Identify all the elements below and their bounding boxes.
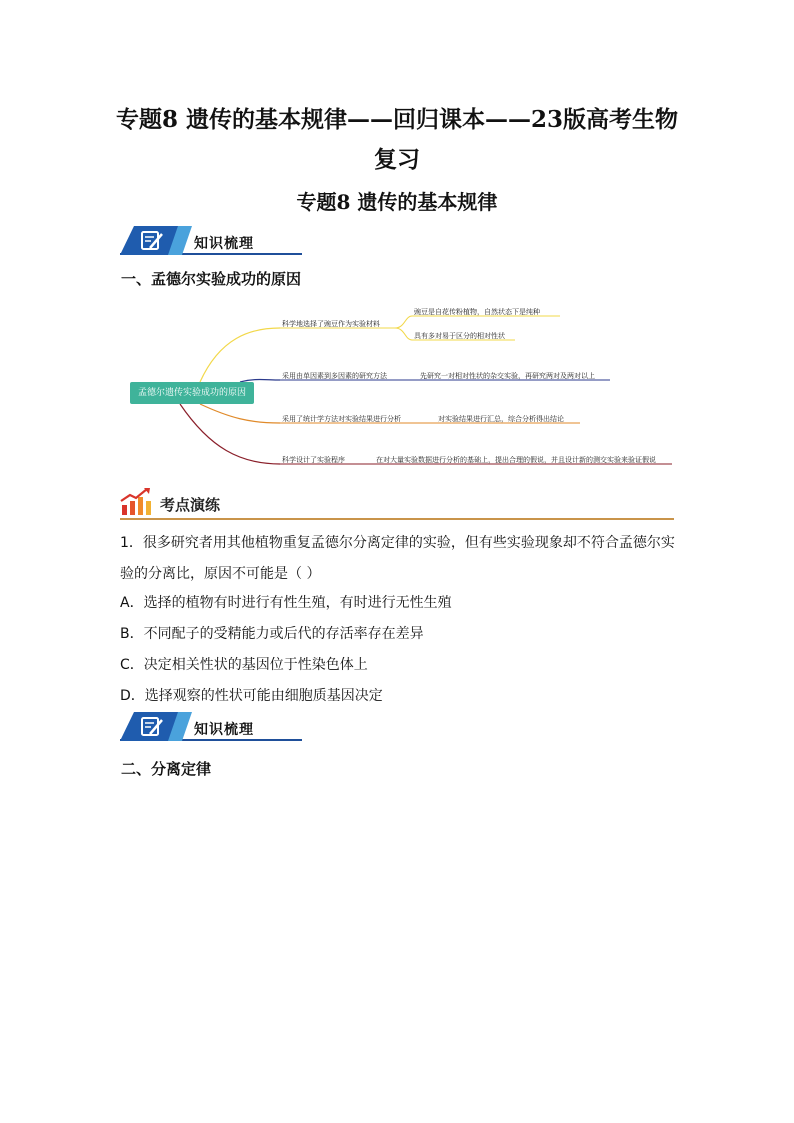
answer-option-a: A．选择的植物有时进行有性生殖，有时进行无性生殖 [120, 595, 452, 611]
mindmap-branch-label: 科学地选择了豌豆作为实验材料 [282, 320, 380, 328]
bar-chart-trend-icon [120, 487, 154, 517]
answer-option-b: B．不同配子的受精能力或后代的存活率存在差异 [120, 626, 424, 642]
answer-option-d: D．选择观察的性状可能由细胞质基因决定 [120, 688, 383, 704]
knowledge-banner-label: 知识梳理 [194, 722, 254, 738]
section-heading: 一、孟德尔实验成功的原因 [121, 270, 302, 288]
divider [120, 518, 674, 520]
mindmap-leaf: 具有多对易于区分的相对性状 [414, 332, 505, 340]
mindmap-leaf: 对实验结果进行汇总，综合分析得出结论 [438, 415, 564, 423]
mindmap-branch-label: 采用由单因素到多因素的研究方法 [282, 372, 387, 380]
mindmap-branch-label: 科学设计了实验程序 [282, 456, 345, 464]
document-subtitle: 专题8 遗传的基本规律 [296, 190, 498, 214]
mindmap [120, 298, 680, 476]
answer-option-c: C．决定相关性状的基因位于性染色体上 [120, 657, 368, 673]
mindmap-leaf: 在对大量实验数据进行分析的基础上，提出合理的假说，并且设计新的测交实验来验证假说 [376, 456, 656, 464]
practice-header [120, 487, 674, 521]
question-text: 1．很多研究者用其他植物重复孟德尔分离定律的实验，但有些实验现象却不符合孟德尔实验的分离比，原因不可能是（ ） [120, 535, 675, 582]
knowledge-banner-label: 知识梳理 [194, 236, 254, 252]
practice-header-label: 考点演练 [160, 496, 221, 514]
mindmap-leaf: 豌豆是自花传粉植物，自然状态下是纯种 [414, 308, 540, 316]
mindmap-branch-label: 采用了统计学方法对实验结果进行分析 [282, 415, 401, 423]
knowledge-banner [120, 226, 302, 260]
mindmap-leaf: 先研究一对相对性状的杂交实验，再研究两对及两对以上 [420, 372, 595, 380]
document-title: 专题8 遗传的基本规律——回归课本——23版高考生物复习 [115, 106, 679, 173]
knowledge-banner [120, 712, 302, 746]
mindmap-root: 孟德尔遗传实验成功的原因 [130, 382, 254, 404]
section-heading: 二、分离定律 [121, 760, 212, 778]
